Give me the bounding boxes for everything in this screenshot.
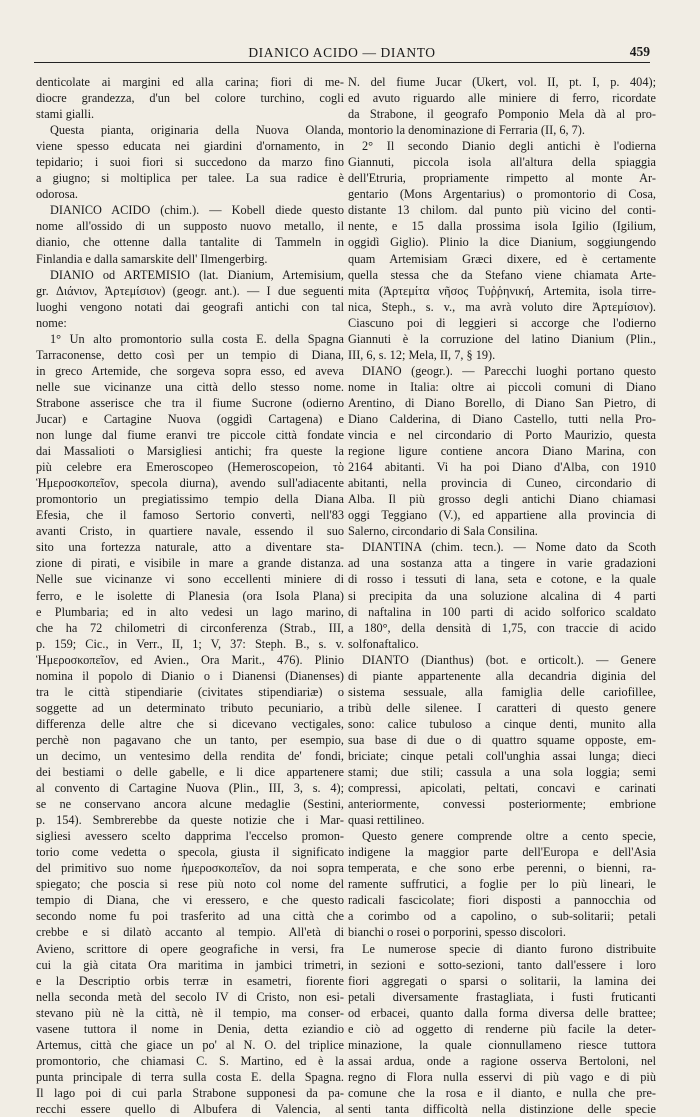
text-line: viene spesso educata nei giardini d'ornamento, in bbox=[36, 139, 344, 154]
text-line: nella seconda metà del secolo IV di Cristo, non esi- bbox=[36, 989, 344, 1004]
text-line: nelle sue vicinanze una città dello stesso nome. bbox=[36, 379, 344, 394]
text-line: luoghi vengono notati dai geografi antichi con tal bbox=[36, 299, 344, 314]
text-line: soggette ad un determinato tributo pecuniario, a bbox=[36, 700, 344, 715]
text-line: e ciò ad oggetto di renderne più facile la deter- bbox=[348, 1021, 656, 1036]
text-line: Salerno, circondario di Sala Consilina. bbox=[348, 524, 538, 539]
text-line: regno di Flora nulla esservi di più vago e di più bbox=[348, 1069, 656, 1084]
text-line: vincia e nel circondario di Porto Maurizio, questa bbox=[348, 428, 656, 443]
text-line: nente, e 15 dalla prossima isola Igilio (Igilium, bbox=[348, 219, 656, 234]
text-line: denticolate ai margini ed alla carina; fiori di me- bbox=[36, 75, 344, 89]
text-line: Finlandia e dalla samarskite dell' Ilmengerbirg. bbox=[36, 251, 268, 266]
page-header bbox=[34, 40, 650, 63]
text-line: stevano più nè la città, nè il tempio, ma conser- bbox=[36, 1005, 344, 1020]
text-line: ed avuto riguardo alle miniere di ferro, ricordate bbox=[348, 91, 656, 106]
text-line: Nelle sue vicinanze vi sono eccellenti miniere di bbox=[36, 572, 344, 587]
text-line: briciate; cinque petali coll'unghia assai lunga; dieci bbox=[348, 748, 656, 763]
text-line: DIANTINA (chim. tecn.). — Nome dato da Scoth bbox=[362, 540, 656, 555]
text-line: p. 154). Sembrerebbe da queste notizie che i Mar- bbox=[36, 813, 344, 828]
text-line: nome: bbox=[36, 315, 67, 330]
text-line: gentario (Mons Argentarius) o promontorio di Cosa, bbox=[348, 187, 656, 202]
text-line: DIANICO ACIDO (chim.). — Kobell diede questo bbox=[50, 203, 344, 218]
text-line: bianchi o rosei o porporini, spesso discolori. bbox=[348, 925, 566, 940]
text-line: anteriormente, convessi posteriormente; embrione bbox=[348, 797, 656, 812]
text-line: od erbacei, quanto dalla forma diversa delle brattee; bbox=[348, 1005, 656, 1020]
text-line: si precipita da una soluzione alcalina di 4 parti bbox=[348, 588, 656, 603]
text-line: torio come vedetta o specola, giusta il significato bbox=[36, 845, 344, 860]
text-line: Ἡμεροσκοπεῖον, specola diurna), avendo sull'adiacente bbox=[36, 476, 344, 491]
text-line: dell'Etruria, propriamente rimpetto al monte Ar- bbox=[348, 171, 656, 186]
text-line: 2° Il secondo Dianio degli antichi è l'odierna bbox=[362, 139, 656, 154]
page-number: 459 bbox=[629, 44, 650, 59]
text-line: dianio, che ottenne dalla tantalite di Tammeln in bbox=[36, 235, 344, 250]
text-line: Tarraconense, detto così per un tempio di Diana, bbox=[36, 347, 344, 362]
text-line: Questa pianta, originaria della Nuova Olanda, bbox=[50, 123, 344, 138]
text-line: promontorio un pregiatissimo tempio della Diana bbox=[36, 492, 344, 507]
text-line: indigene la maggior parte dell'Europa e dell'Asia bbox=[348, 845, 656, 860]
text-line: Avieno, scrittore di opere geografiche in versi, fra bbox=[36, 941, 344, 956]
text-line: al convento di Cartagine Nuova (Plin., III, 3, s. 4); bbox=[36, 781, 344, 796]
text-line: Alba. Il più grosso degli antichi Diano chiamasi bbox=[348, 492, 656, 507]
text-line: solfonaftalico. bbox=[348, 636, 419, 651]
text-line: N. del fiume Jucar (Ukert, vol. II, pt. I, p. 404); bbox=[348, 75, 656, 89]
text-line: tribù delle silenee. I caratteri di questo genere bbox=[348, 700, 656, 715]
text-line: di piante appartenente alla decandria diginia del bbox=[348, 668, 656, 683]
text-line: Il lago poi di cui parla Strabone supponesi da pa- bbox=[36, 1085, 344, 1100]
text-line: mita (Ἀρτεμίτα νῆσος Τυῤῥηνική, Artemita, isola tirre- bbox=[348, 283, 656, 298]
text-line: a 180°, della densità di 1,75, con traccie di acido bbox=[348, 620, 656, 635]
text-line: stami; due stili; cassula a una sola loggia; semi bbox=[348, 765, 656, 780]
text-line: radicali fascicolate; fiori disposti a pannocchia od bbox=[348, 893, 656, 908]
text-line: Jucar) e Cartagine Nuova (oggidì Cartagena) e bbox=[36, 411, 344, 426]
text-line: promontorio, che chiamasi C. S. Martino, ed è la bbox=[36, 1053, 344, 1068]
text-line: 2164 abitanti. Vi ha poi Diano d'Alba, con 1910 bbox=[348, 460, 656, 475]
text-line: Diano Calderina, di Diano Castello, tutti nella Pro- bbox=[348, 411, 656, 426]
text-line: fiori aggregati o sparsi o solitarii, la lamina dei bbox=[348, 973, 656, 988]
text-line: sito una fortezza naturale, atto a diventare sta- bbox=[36, 540, 344, 555]
text-line: senti tanta difficoltà nella distinzione delle specie bbox=[348, 1102, 656, 1116]
text-line: tempio di Diana, che vi eressero, e che questo bbox=[36, 893, 344, 908]
text-line: ramente suffrutici, a foglie per lo più lineari, le bbox=[348, 877, 656, 892]
text-line: a corimbo od a capolino, o sub-solitarii; petali bbox=[348, 909, 656, 924]
text-line: oggidì Giglio). Plinio la dice Dianium, soggiungendo bbox=[348, 235, 656, 250]
text-line: nome all'ossido di un supposto nuovo metallo, il bbox=[36, 219, 344, 234]
text-line: e Plumbaria; ed in alto vedesi un lago marino, bbox=[36, 604, 344, 619]
text-line: Le numerose specie di dianto furono distribuite bbox=[362, 941, 656, 956]
text-line: crebbe e si dilatò accanto al tempio. All'età di bbox=[36, 925, 344, 940]
text-line: quam Artemisiam Græci dixere, ed è certamente bbox=[348, 251, 656, 266]
text-line: DIANO (geogr.). — Parecchi luoghi portano questo bbox=[362, 363, 656, 378]
text-line: assai ardua, onde a ragione osserva Bertoloni, nel bbox=[348, 1053, 656, 1068]
text-line: quasi rettilineo. bbox=[348, 813, 425, 828]
text-line: DIANTO (Dianthus) (bot. e orticolt.). — Genere bbox=[362, 652, 656, 667]
text-line: e la Descriptio orbis terræ in esametri, fiorente bbox=[36, 973, 344, 988]
text-line: Questo genere comprende oltre a cento specie, bbox=[362, 829, 656, 844]
text-line: compressi, apicolati, peltati, concavi e carinati bbox=[348, 781, 656, 796]
text-line: un decimo, un ventesimo della rendita de' fondi, bbox=[36, 748, 344, 763]
text-line: Ἡμεροσκοπεῖον, ed Avien., Ora Marit., 476). Plinio bbox=[36, 652, 344, 667]
text-line: petali diversamente frastagliata, i fusti fruticanti bbox=[348, 989, 656, 1004]
right-text-column bbox=[348, 74, 656, 1117]
text-line: quella stessa che da Stefano viene chiamata Arte- bbox=[348, 267, 656, 282]
text-line: di rosso i tessuti di lana, seta e cotone, e la quale bbox=[348, 572, 656, 587]
text-line: abitanti, nella provincia di Cuneo, circondario di bbox=[348, 476, 656, 491]
text-line: gr. Διάνιον, Ἀρτεμίσιον) (geogr. ant.). — I due seguenti bbox=[36, 283, 344, 298]
text-line: 1° Un alto promontorio sulla costa E. della Spagna bbox=[50, 331, 344, 346]
text-line: tepidario; i suoi fiori si succedono da marzo fino bbox=[36, 155, 344, 170]
text-line: se ne conservano ancora alcune medaglie (Sestini, bbox=[36, 797, 344, 812]
text-line: diocre grandezza, d'un bel colore turchino, cogli bbox=[36, 91, 344, 106]
text-line: Arentino, di Diano Borello, di Diano San Pietro, di bbox=[348, 395, 656, 410]
text-line: che ha 72 chilometri di circonferenza (Strab., III, bbox=[36, 620, 344, 635]
text-line: cui la già citata Ora maritima in jambici trimetri, bbox=[36, 957, 344, 972]
text-line: secondo nome fu poi trasferito ad una città che bbox=[36, 909, 344, 924]
text-line: Giannuti, piccola isola all'altura della spiaggia bbox=[348, 155, 656, 170]
text-line: odorosa. bbox=[36, 187, 79, 202]
text-line: sono: calice tubuloso a cinque denti, munito alla bbox=[348, 716, 656, 731]
text-line: ad una sostanza atta a tingere in varie gradazioni bbox=[348, 556, 656, 571]
text-line: zione di pirati, e visibile in mare a grande distanza. bbox=[36, 556, 344, 571]
text-line: Ciascuno poi di leggieri si accorge che l'odierno bbox=[348, 315, 656, 330]
text-line: III, 6, s. 12; Mela, II, 7, § 19). bbox=[348, 347, 496, 362]
text-line: regione ligure contiene ancora Diano Marina, con bbox=[348, 444, 656, 459]
text-line: montorio la denominazione di Ferraria (II, 6, 7). bbox=[348, 123, 585, 138]
text-line: in sezioni e sotto-sezioni, tanto dall'essere i loro bbox=[348, 957, 656, 972]
text-line: tra le città stipendiarie (civitates stipendiariæ) o bbox=[36, 684, 344, 699]
text-line: distante 13 chilom. dal punto più vicino del conti- bbox=[348, 203, 656, 218]
text-line: più celebre era Emeroscopeo (Hemeroscopeion, τὸ bbox=[36, 460, 344, 475]
text-line: da Strabone, il geografo Pomponio Mela dà al pro- bbox=[348, 107, 656, 122]
text-line: nome in Italia: oltre ai piccoli comuni di Diano bbox=[348, 379, 656, 394]
text-line: Strabone asserisce che tra il fiume Sucrone (odierno bbox=[36, 395, 344, 410]
text-line: in greco Artemide, che sorgeva sopra esso, ed aveva bbox=[36, 363, 344, 378]
text-line: stami gialli. bbox=[36, 107, 95, 122]
text-line: vasene tuttora il nome in Denia, detta eziandio bbox=[36, 1021, 344, 1036]
text-line: p. 159; Cic., in Verr., II, 1; V, 37: Steph. B., s. v. bbox=[36, 636, 344, 651]
text-line: avanti Cristo, in quartiere navale, essendo il suo bbox=[36, 524, 344, 539]
text-line: ferro, e le isolette di Planesia (ora Isola Plana) bbox=[36, 588, 344, 603]
text-line: sigliesi avessero scelto dapprima l'eccelso promon- bbox=[36, 829, 344, 844]
text-line: sua base di due o di quattro squame opposte, em- bbox=[348, 732, 656, 747]
text-line: comune che la rosa e il dianto, e nulla che pre- bbox=[348, 1085, 656, 1100]
left-text-column bbox=[36, 74, 344, 1117]
text-line: nomina il popolo di Dianio o i Dianensi (Dianenses) bbox=[36, 668, 344, 683]
text-line: Giannuti è la corruzione del latino Dianium (Plin., bbox=[348, 331, 656, 346]
text-line: a giugno; si moltiplica per talee. La sua radice è bbox=[36, 171, 344, 186]
text-line: Efesia, che il famoso Sertorio convertì, nell'83 bbox=[36, 508, 344, 523]
text-line: del primitivo suo nome ἡμεροσκοπεῖον, da noi sopra bbox=[36, 861, 344, 876]
text-line: spiegato; che poscia si rese più noto col nome del bbox=[36, 877, 344, 892]
text-line: sistema sessuale, alla famiglia delle cariofillee, bbox=[348, 684, 656, 699]
text-line: di naftalina in 100 parti di acido solforico scaldato bbox=[348, 604, 656, 619]
text-line: minazione, la quale cionnullameno riesce tuttora bbox=[348, 1037, 656, 1052]
text-line: temperata, e che sono erbe perenni, o bienni, ra- bbox=[348, 861, 656, 876]
text-line: dai Massalioti o Marsigliesi antichi; fra queste la bbox=[36, 444, 344, 459]
text-line: punta principale di terra sulla costa E. della Spagna. bbox=[36, 1069, 344, 1084]
running-title: DIANICO ACIDO — DIANTO bbox=[248, 45, 436, 60]
text-line: recchi essere quello di Albufera di Valencia, al bbox=[36, 1102, 344, 1116]
text-line: DIANIO od ARTEMISIO (lat. Dianium, Artemisium, bbox=[50, 267, 344, 282]
text-line: nica, Steph., s. v., ma avrà voluto dire Ἀρτεμίσιον). bbox=[348, 299, 656, 314]
text-line: dei bestiami o delle gabelle, e li dice appartenere bbox=[36, 765, 344, 780]
text-line: Artemus, città che giace un po' al N. O. del triplice bbox=[36, 1037, 344, 1052]
text-line: perchè non pagavano che un tanto, per esempio, bbox=[36, 732, 344, 747]
text-line: oggi Teggiano (V.), ed appartiene alla provincia di bbox=[348, 508, 656, 523]
text-line: differenza delle altre che si dicevano vectigales, bbox=[36, 716, 344, 731]
text-line: non lunge dal fiume eranvi tre piccole città fondate bbox=[36, 428, 344, 443]
